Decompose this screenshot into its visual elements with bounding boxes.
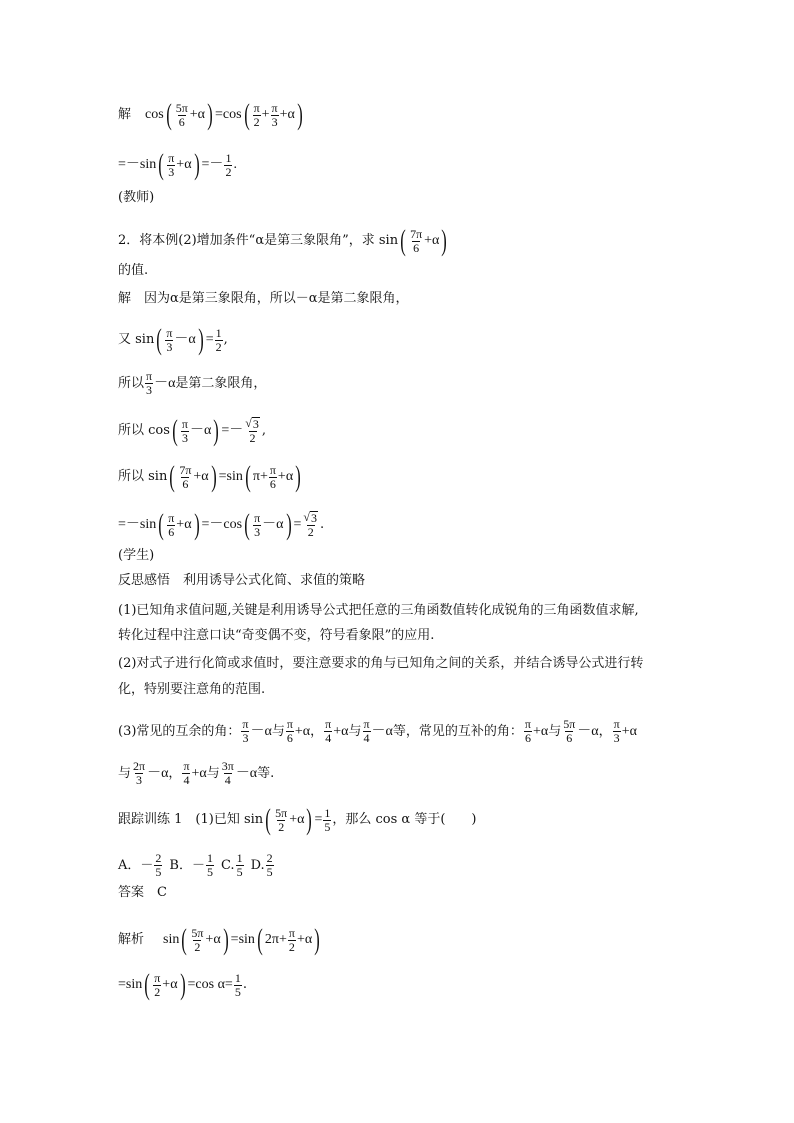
reflection-p1-line2: 转化过程中注意口诀“奇变偶不变，符号看象限”的应用. bbox=[118, 628, 435, 643]
minus-alpha: －α bbox=[250, 723, 272, 739]
paren-group: ( $\frac{\pi}{3}$ －α ) bbox=[244, 508, 292, 541]
option-a-label: A．－ bbox=[118, 857, 154, 873]
period: . bbox=[233, 157, 237, 172]
fraction-1-2: $\frac{1}{2}$ bbox=[225, 150, 232, 179]
word-deng: 等 bbox=[392, 723, 406, 739]
fraction-pi-3: $\frac{\pi}{3}$ bbox=[168, 150, 175, 179]
solution-2-line-6 bbox=[118, 510, 324, 540]
equals-minus: =－ bbox=[221, 423, 244, 438]
plus-alpha: +α bbox=[162, 977, 178, 992]
fraction-5pi-2: $\frac{5\pi}{2}$ bbox=[191, 925, 204, 954]
comma: ， bbox=[598, 723, 612, 739]
paren-group: ( $\frac{5\pi}{2}$ +α ) bbox=[265, 803, 313, 836]
plus-alpha: +α bbox=[296, 932, 313, 947]
fraction-5pi-6: $\frac{5\pi}{6}$ bbox=[563, 717, 576, 745]
plus-alpha: +α bbox=[176, 517, 192, 532]
solution-1-line-1 bbox=[118, 100, 305, 130]
fraction-pi-2: $\frac{\pi}{2}$ bbox=[288, 925, 295, 954]
line-suffix: 是第二象限角， bbox=[175, 375, 267, 391]
fraction-pi-6: $\frac{\pi}{6}$ bbox=[168, 510, 175, 539]
cos-function: cos bbox=[222, 107, 242, 122]
fraction-3pi-4: $\frac{3\pi}{4}$ bbox=[221, 759, 234, 787]
question-2-text: 2．将本例(2)增加条件“α是第三象限角”，求 sin bbox=[118, 233, 399, 248]
period: . bbox=[270, 765, 275, 781]
solution-2-line-1: 解 因为α是第三象限角，所以－α是第二象限角， bbox=[118, 291, 409, 306]
fraction-pi-3: $\frac{\pi}{3}$ bbox=[254, 510, 261, 539]
fraction-7pi-6: $\frac{7\pi}{6}$ bbox=[179, 462, 192, 491]
question-2-cont: 的值. bbox=[118, 263, 149, 278]
plus: + bbox=[261, 107, 270, 122]
plus-alpha: +α bbox=[289, 812, 305, 827]
p3-mid: ，常见的互补的角： bbox=[405, 723, 523, 739]
fraction-sqrt3-2: √ 3 2 bbox=[245, 416, 259, 445]
fraction-sqrt3-2: √ 3 2 bbox=[303, 510, 317, 539]
fraction-pi-3: $\frac{\pi}{3}$ bbox=[613, 717, 620, 745]
fraction-pi-3: $\frac{\pi}{3}$ bbox=[166, 325, 173, 354]
paren-group: ( $\frac{\pi}{2}$ +α ) bbox=[144, 968, 186, 1001]
minus-alpha: －α bbox=[174, 332, 196, 347]
word-yu: 与 bbox=[118, 765, 132, 781]
minus-alpha: －α bbox=[189, 423, 212, 438]
word-yu: 与 bbox=[206, 765, 220, 781]
paren-group: ( $\frac{\pi}{3}$ +α ) bbox=[158, 148, 200, 181]
fraction-2pi-3: $\frac{2\pi}{3}$ bbox=[133, 759, 146, 787]
minus-alpha: －α bbox=[154, 375, 176, 391]
line-prefix: 又 sin bbox=[118, 332, 155, 347]
tag-teacher: (教师) bbox=[118, 190, 155, 205]
fraction-pi-2: $\frac{\pi}{2}$ bbox=[154, 970, 161, 999]
paren-group: ( $\frac{\pi}{3}$ －α ) bbox=[172, 414, 220, 447]
fraction-1-2: $\frac{1}{2}$ bbox=[215, 325, 222, 354]
equals: = bbox=[218, 469, 227, 484]
reflection-p2-line1: (2)对式子进行化简或求值时，要注意要求的角与已知角之间的关系，并结合诱导公式进行转 bbox=[118, 656, 644, 671]
word-yu: 与 bbox=[348, 723, 362, 739]
plus-alpha: +α bbox=[279, 107, 295, 122]
sin-function: sin bbox=[163, 932, 180, 947]
question-2 bbox=[118, 226, 449, 256]
word-yu: 与 bbox=[548, 723, 562, 739]
plus-alpha: +α bbox=[294, 723, 311, 739]
two-pi-plus: 2π+ bbox=[264, 932, 287, 947]
paren-group: ( $\frac{\pi}{3}$ －α ) bbox=[156, 323, 204, 356]
fraction-pi-4: $\frac{\pi}{4}$ bbox=[363, 717, 370, 745]
paren-group: ( $\frac{7\pi}{6}$ +α ) bbox=[169, 460, 217, 493]
line-prefix: 所以 sin bbox=[118, 469, 168, 484]
fraction-7pi-6: $\frac{7\pi}{6}$ bbox=[410, 226, 423, 255]
training-tail: ，那么 cos α 等于( ) bbox=[332, 812, 477, 827]
tag-student: (学生) bbox=[118, 548, 155, 563]
reflection-p3-line2 bbox=[118, 760, 274, 787]
fraction-pi-3: $\frac{\pi}{3}$ bbox=[242, 717, 249, 745]
paren-group: ( $\frac{\pi}{2}$ + $\frac{\pi}{3}$ +α ) bbox=[243, 98, 303, 131]
cos-function: cos bbox=[145, 107, 164, 122]
solution-2-line-3 bbox=[118, 370, 266, 397]
option-c-label: C. bbox=[220, 857, 235, 873]
equals: = bbox=[314, 812, 323, 827]
paren-group: ( $\frac{7\pi}{6}$ +α ) bbox=[400, 224, 448, 257]
analysis-label: 解析 bbox=[118, 932, 158, 947]
plus-alpha: +α bbox=[193, 469, 209, 484]
equals: = bbox=[214, 107, 223, 122]
solution-2-line-2 bbox=[118, 325, 228, 355]
plus-alpha: +α bbox=[333, 723, 349, 739]
word-yu: 与 bbox=[271, 723, 285, 739]
paren-group: ( $\frac{5\pi}{2}$ +α ) bbox=[181, 923, 229, 956]
fraction-2-5: $\frac{2}{5}$ bbox=[266, 851, 273, 879]
neg-sin: =－sin bbox=[118, 517, 157, 532]
analysis-line-1 bbox=[118, 925, 322, 955]
solution-label: 解 bbox=[118, 107, 132, 122]
fraction-1-5: $\frac{1}{5}$ bbox=[234, 970, 241, 999]
plus-alpha: +α bbox=[176, 157, 192, 172]
answer-line: 答案 C bbox=[118, 885, 167, 900]
plus-alpha: +α bbox=[191, 765, 207, 781]
fraction-pi-3: $\frac{\pi}{3}$ bbox=[146, 369, 153, 397]
minus-alpha: －α bbox=[577, 723, 599, 739]
fraction-5pi-2: $\frac{5\pi}{2}$ bbox=[275, 805, 288, 834]
comma: , bbox=[223, 332, 228, 347]
option-d-label: D. bbox=[250, 857, 265, 873]
plus-alpha: +α bbox=[189, 107, 205, 122]
minus-alpha: －α bbox=[235, 765, 258, 781]
pi-plus: π+ bbox=[252, 469, 268, 484]
equals: = bbox=[205, 332, 214, 347]
word-deng: 等 bbox=[257, 765, 271, 781]
analysis-line-2 bbox=[118, 970, 247, 1000]
paren-group: ( $\frac{\pi}{6}$ +α ) bbox=[158, 508, 200, 541]
eq-sin: =sin bbox=[118, 977, 143, 992]
equals: = bbox=[230, 932, 239, 947]
training-1 bbox=[118, 805, 476, 835]
line-prefix: 所以 cos bbox=[118, 423, 170, 438]
solution-2-line-4 bbox=[118, 416, 266, 446]
paren-group: ( π+ $\frac{\pi}{6}$ +α ) bbox=[245, 460, 301, 493]
plus-alpha: +α bbox=[621, 723, 637, 739]
sin-function: sin bbox=[226, 469, 243, 484]
option-b-label: B．－ bbox=[169, 857, 205, 873]
neg-cos: =－cos bbox=[201, 517, 243, 532]
line-prefix: 所以 bbox=[118, 375, 145, 391]
training-options bbox=[118, 852, 275, 879]
fraction-pi-2: $\frac{\pi}{2}$ bbox=[253, 100, 260, 129]
period: . bbox=[242, 977, 247, 992]
minus-alpha: －α bbox=[262, 517, 284, 532]
equals: = bbox=[293, 517, 302, 532]
fraction-pi-3: $\frac{\pi}{3}$ bbox=[181, 416, 188, 445]
p3-prefix: (3)常见的互余的角： bbox=[118, 723, 241, 739]
fraction-pi-4: $\frac{\pi}{4}$ bbox=[325, 717, 332, 745]
reflection-p3-line1 bbox=[118, 718, 637, 745]
comma: ， bbox=[168, 765, 182, 781]
plus-alpha: +α bbox=[205, 932, 221, 947]
fraction-1-5: $\frac{1}{5}$ bbox=[206, 851, 213, 879]
paren-group: ( 2π+ $\frac{\pi}{2}$ +α ) bbox=[257, 923, 320, 956]
sin-function: sin bbox=[238, 932, 255, 947]
reflection-title: 反思感悟 利用诱导公式化简、求值的策略 bbox=[118, 573, 366, 588]
reflection-p2-line2: 化，特别要注意角的范围. bbox=[118, 682, 266, 697]
minus-alpha: －α bbox=[147, 765, 169, 781]
equals-minus: =－ bbox=[201, 157, 224, 172]
fraction-pi-6: $\frac{\pi}{6}$ bbox=[269, 462, 276, 491]
fraction-5pi-6: $\frac{5\pi}{6}$ bbox=[175, 100, 188, 129]
minus-alpha: －α bbox=[371, 723, 393, 739]
fraction-1-5: $\frac{1}{5}$ bbox=[324, 805, 331, 834]
solution-2-line-5 bbox=[118, 462, 303, 492]
fraction-pi-6: $\frac{\pi}{6}$ bbox=[524, 717, 531, 745]
comma: ， bbox=[310, 723, 324, 739]
plus-alpha: +α bbox=[277, 469, 294, 484]
paren-group: ( $\frac{5\pi}{6}$ +α ) bbox=[165, 98, 213, 131]
comma: , bbox=[261, 423, 266, 438]
eq-cos-alpha: =cos α= bbox=[187, 977, 233, 992]
fraction-pi-6: $\frac{\pi}{6}$ bbox=[286, 717, 293, 745]
fraction-pi-4: $\frac{\pi}{4}$ bbox=[183, 759, 190, 787]
plus-alpha: +α bbox=[532, 723, 549, 739]
fraction-pi-3: $\frac{\pi}{3}$ bbox=[271, 100, 278, 129]
plus-alpha: +α bbox=[424, 233, 440, 248]
reflection-p1-line1: (1)已知角求值问题,关键是利用诱导公式把任意的三角函数值转化成锐角的三角函数值求解, bbox=[118, 603, 639, 618]
fraction-2-5: $\frac{2}{5}$ bbox=[155, 851, 162, 879]
period: . bbox=[320, 517, 325, 532]
neg-sin: =－sin bbox=[118, 157, 157, 172]
training-label: 跟踪训练 1 (1)已知 sin bbox=[118, 812, 264, 827]
solution-1-line-2 bbox=[118, 150, 237, 180]
fraction-1-5: $\frac{1}{5}$ bbox=[236, 851, 243, 879]
